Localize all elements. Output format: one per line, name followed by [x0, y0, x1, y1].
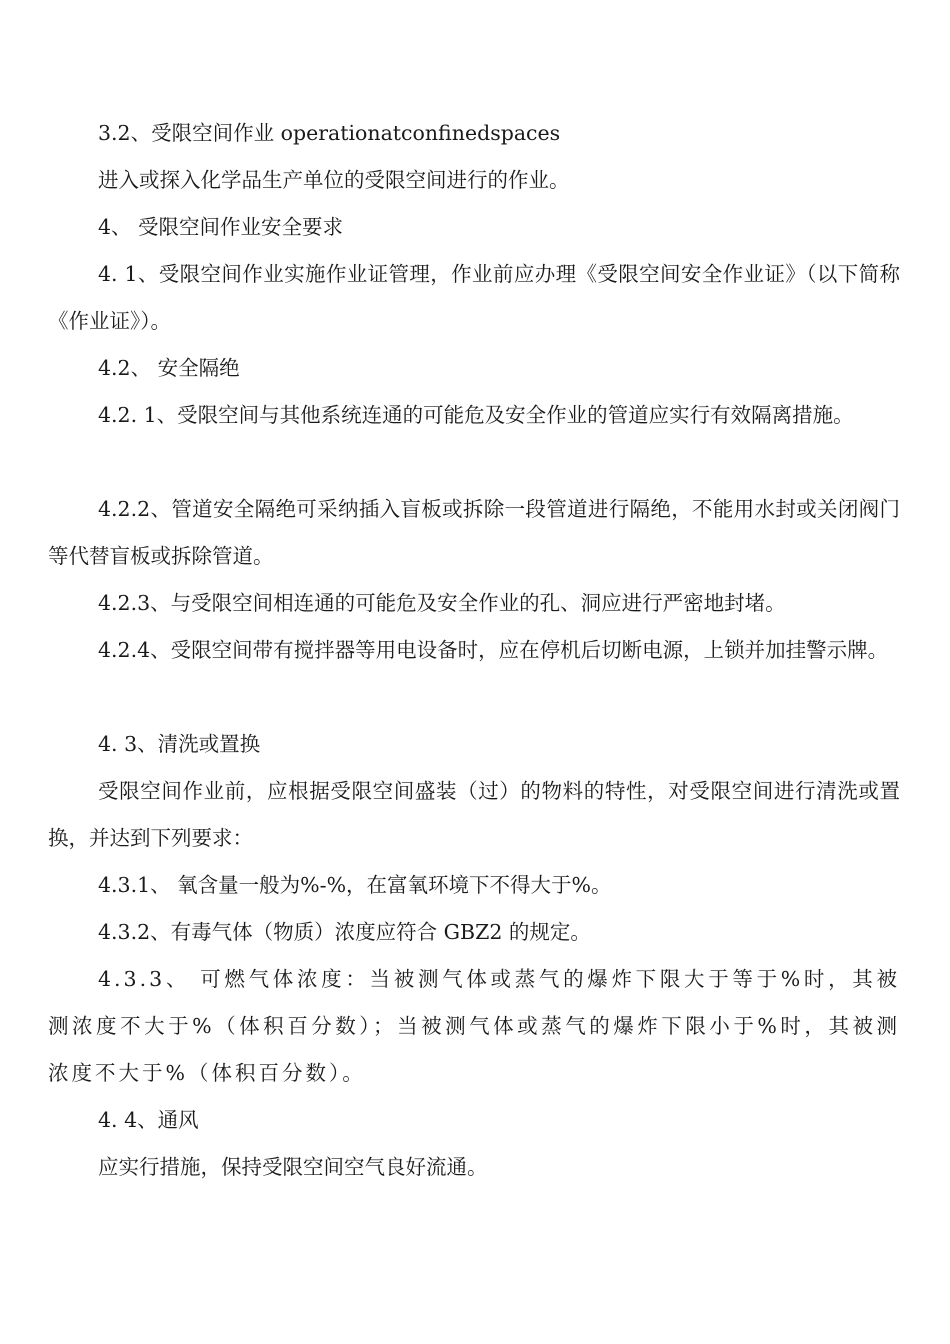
- paragraph-4-4-body: 应实行措施，保持受限空间空气良好流通。: [98, 1155, 488, 1179]
- paragraph-4-3-2: 4.3.2、有毒气体（物质）浓度应符合 GBZ2 的规定。: [98, 920, 591, 944]
- paragraph-4-heading: 4、 受限空间作业安全要求: [98, 215, 344, 239]
- paragraph-4-3-intro: 受限空间作业前，应根据受限空间盛装（过）的物料的特性，对受限空间进行清洗或置换，并达到下列要求：: [48, 779, 900, 850]
- paragraph-3-2-heading: 3.2、受限空间作业 operationatconfinedspaces: [98, 121, 561, 145]
- paragraph-4-3-3: 4.3.3、 可燃气体浓度：当被测气体或蒸气的爆炸下限大于等于%时，其被测浓度不大于%（体积百分数）；当被测气体或蒸气的爆炸下限小于%时，其被测浓度不大于%（体积百分数）。: [48, 967, 900, 1085]
- paragraph-4-2-4: 4.2.4、受限空间带有搅拌器等用电设备时，应在停机后切断电源，上锁并加挂警示牌。: [98, 638, 889, 662]
- paragraph-4-2-2: 4.2.2、管道安全隔绝可采纳插入盲板或拆除一段管道进行隔绝，不能用水封或关闭阀门等代替盲板或拆除管道。: [48, 497, 900, 568]
- paragraph-4-4-heading: 4. 4、通风: [98, 1108, 199, 1132]
- paragraph-4-3-heading: 4. 3、清洗或置换: [98, 732, 261, 756]
- paragraph-3-2-definition: 进入或探入化学品生产单位的受限空间进行的作业。: [98, 168, 570, 192]
- paragraph-4-2-1: 4.2. 1、受限空间与其他系统连通的可能危及安全作业的管道应实行有效隔离措施。: [98, 403, 854, 427]
- paragraph-4-3-1: 4.3.1、 氧含量一般为%-%，在富氧环境下不得大于%。: [98, 873, 612, 897]
- paragraph-4-2-heading: 4.2、 安全隔绝: [98, 356, 240, 380]
- paragraph-4-1: 4. 1、受限空间作业实施作业证管理，作业前应办理《受限空间安全作业证》（以下简称《作业证》）。: [48, 262, 900, 333]
- paragraph-4-2-3: 4.2.3、与受限空间相连通的可能危及安全作业的孔、洞应进行严密地封堵。: [98, 591, 786, 615]
